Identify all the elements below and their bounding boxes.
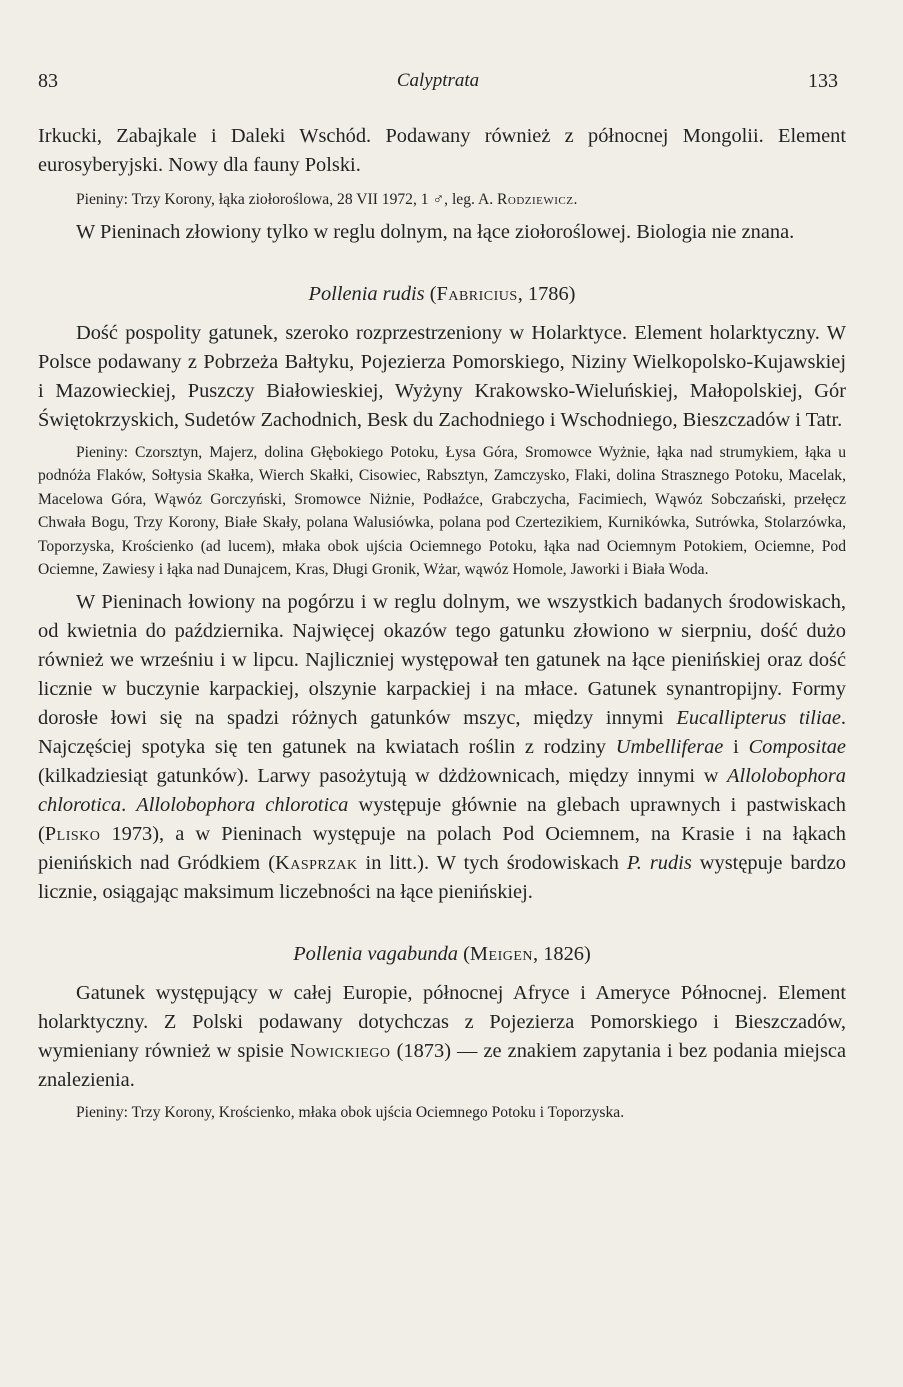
text-run: (1873) — ze znakiem zapytania i bez podania miejsca znalezienia. bbox=[38, 1039, 847, 1091]
text-run: i bbox=[723, 735, 749, 758]
text-run: występuje głównie na glebach uprawnych i pastwiskach ( bbox=[38, 793, 846, 845]
intro-paragraph: Irkucki, Zabajkale i Daleki Wschód. Podawany również z północnej Mongolii. Element eurosyberyjski. Nowy dla fauny Polski. bbox=[38, 125, 846, 176]
cited-author: Plisko bbox=[44, 822, 101, 845]
species-name: Pollenia rudis bbox=[308, 282, 425, 305]
text-run: W Pieninach łowiony na pogórzu i w reglu dolnym, we wszystkich badanych środowiskach, od kwietnia do października. Najwięcej okazów tego gatunku złowiono w sierpniu, dość dużo również we wrześniu i w lipcu. Najliczniej występował ten gatunek na łące pienińskiej oraz dość licznie w buczynie karpackiej, olszynie karpackiej i na młace. Gatunek synantropijny. Formy dorosłe łowi się na spadzi różnych gatunków mszyc, między innymi bbox=[38, 590, 846, 729]
taxon-name: Compositae bbox=[748, 735, 846, 758]
taxon-name: Eucallipterus tiliae bbox=[676, 706, 841, 729]
cited-author: Kasprzak bbox=[274, 851, 358, 874]
taxon-name: Allolobophora chlorotica bbox=[38, 764, 846, 816]
species-author: Fabricius bbox=[436, 282, 518, 305]
heading-paren: ( bbox=[458, 942, 470, 965]
rudis-localities: Pieniny: Czorsztyn, Majerz, dolina Głębokiego Potoku, Łysa Góra, Sromowce Wyżnie, łąka nad strumykiem, łąka u podnóża Flaków, Sołtysia Skałka, Wierch Skałki, Cisowiec, Rabsztyn, Zamczysko, Flaki, dolina Strasznego Potoku, Macelak, Macelowa Góra, Wąwóz Gorczyński, Sromowce Niżnie, Podłaźce, Grabczycha, Facimiech, Wąwóz Sobczański, przełęcz Chwała Bogu, Trzy Korony, Białe Skały, polana Walusiówka, polana pod Czertezikiem, Kurnikówka, Sutrówka, Stolarzówka, Toporzyska, Krościenko (ad lucem), młaka obok ujścia Ociemnego Potoku, łąka nad Ociemnym Potokiem, Ociemne, Pod Ociemne, Zawiesy i łąka nad Dunajcem, Kras, Długi Gronik, Wżar, wąwóz Homole, Jaworki i Biała Woda. bbox=[38, 443, 846, 578]
vagabunda-localities: Pieniny: Trzy Korony, Krościenko, młaka obok ujścia Ociemnego Potoku i Toporzyska. bbox=[76, 1103, 625, 1121]
text-run: . bbox=[121, 793, 137, 816]
species-year: , 1826) bbox=[533, 942, 591, 965]
collector-name: Rodziewicz bbox=[497, 191, 574, 208]
text-run: in litt.). W tych środowiskach bbox=[357, 851, 627, 874]
text-run: . Najczęściej spotyka się ten gatunek na kwiatach roślin z rodziny bbox=[38, 706, 846, 758]
rudis-distribution-paragraph: Dość pospolity gatunek, szeroko rozprzestrzeniony w Holarktyce. Element holarktyczny. W Polsce podawany z Pobrzeża Bałtyku, Pojezierza Pomorskiego, Niziny Wielkopolsko-Kujawskiej i Mazowieckiej, Puszczy Białowieskiej, Wyżyny Krakowsko-Wieluńskiej, Małopolskiej, Gór Świętokrzyskich, Sudetów Zachodnich, Besk du Zachodniego i Wschodniego, Bieszczadów i Tatr. bbox=[38, 321, 846, 431]
intro-record-text: Pieniny: Trzy Korony, łąka ziołoroślowa, 28 VII 1972, 1 ♂, leg. A. bbox=[76, 191, 497, 208]
species-name: Pollenia vagabunda bbox=[293, 942, 458, 965]
species-heading-rudis bbox=[38, 280, 846, 309]
rudis-biology-paragraph bbox=[38, 588, 846, 907]
taxon-name: P. rudis bbox=[626, 851, 692, 874]
taxon-name: Allolobophora chlorotica bbox=[136, 793, 349, 816]
running-title: Calyptrata bbox=[396, 70, 480, 91]
cited-author: Nowickiego bbox=[289, 1039, 391, 1062]
species-heading-vagabunda bbox=[38, 940, 846, 969]
heading-paren: ( bbox=[424, 282, 437, 305]
page-number: 133 bbox=[808, 70, 838, 92]
species-author: Meigen bbox=[469, 942, 534, 965]
taxon-name: Umbelliferae bbox=[615, 735, 724, 758]
page-body bbox=[38, 122, 846, 1124]
intro-record bbox=[38, 188, 846, 212]
text-run: (kilkadziesiąt gatunków). Larwy pasożytują w dżdżownicach, między innymi w bbox=[38, 764, 728, 787]
species-year: , 1786) bbox=[517, 282, 576, 305]
running-header bbox=[38, 70, 838, 100]
text-run: Gatunek występujący w całej Europie, północnej Afryce i Ameryce Północnej. Element holarktyczny. Z Polski podawany dotychczas z Pojezierza Pomorskiego i Bieszczadów, wymieniany również w spisie bbox=[38, 981, 846, 1062]
left-number: 83 bbox=[38, 70, 58, 92]
intro-record-end: . bbox=[573, 191, 578, 208]
text-run: występuje bardzo licznie, osiągając maksimum liczebności na łące pienińskiej. bbox=[38, 851, 846, 903]
text-run: 1973), a w Pieninach występuje na polach Pod Ociemnem, na Krasie i na łąkach pienińskich nad Gródkiem ( bbox=[38, 822, 846, 874]
intro-biology-paragraph: W Pieninach złowiony tylko w reglu dolnym, na łące ziołoroślowej. Biologia nie znana. bbox=[76, 220, 795, 243]
vagabunda-paragraph bbox=[38, 979, 846, 1095]
